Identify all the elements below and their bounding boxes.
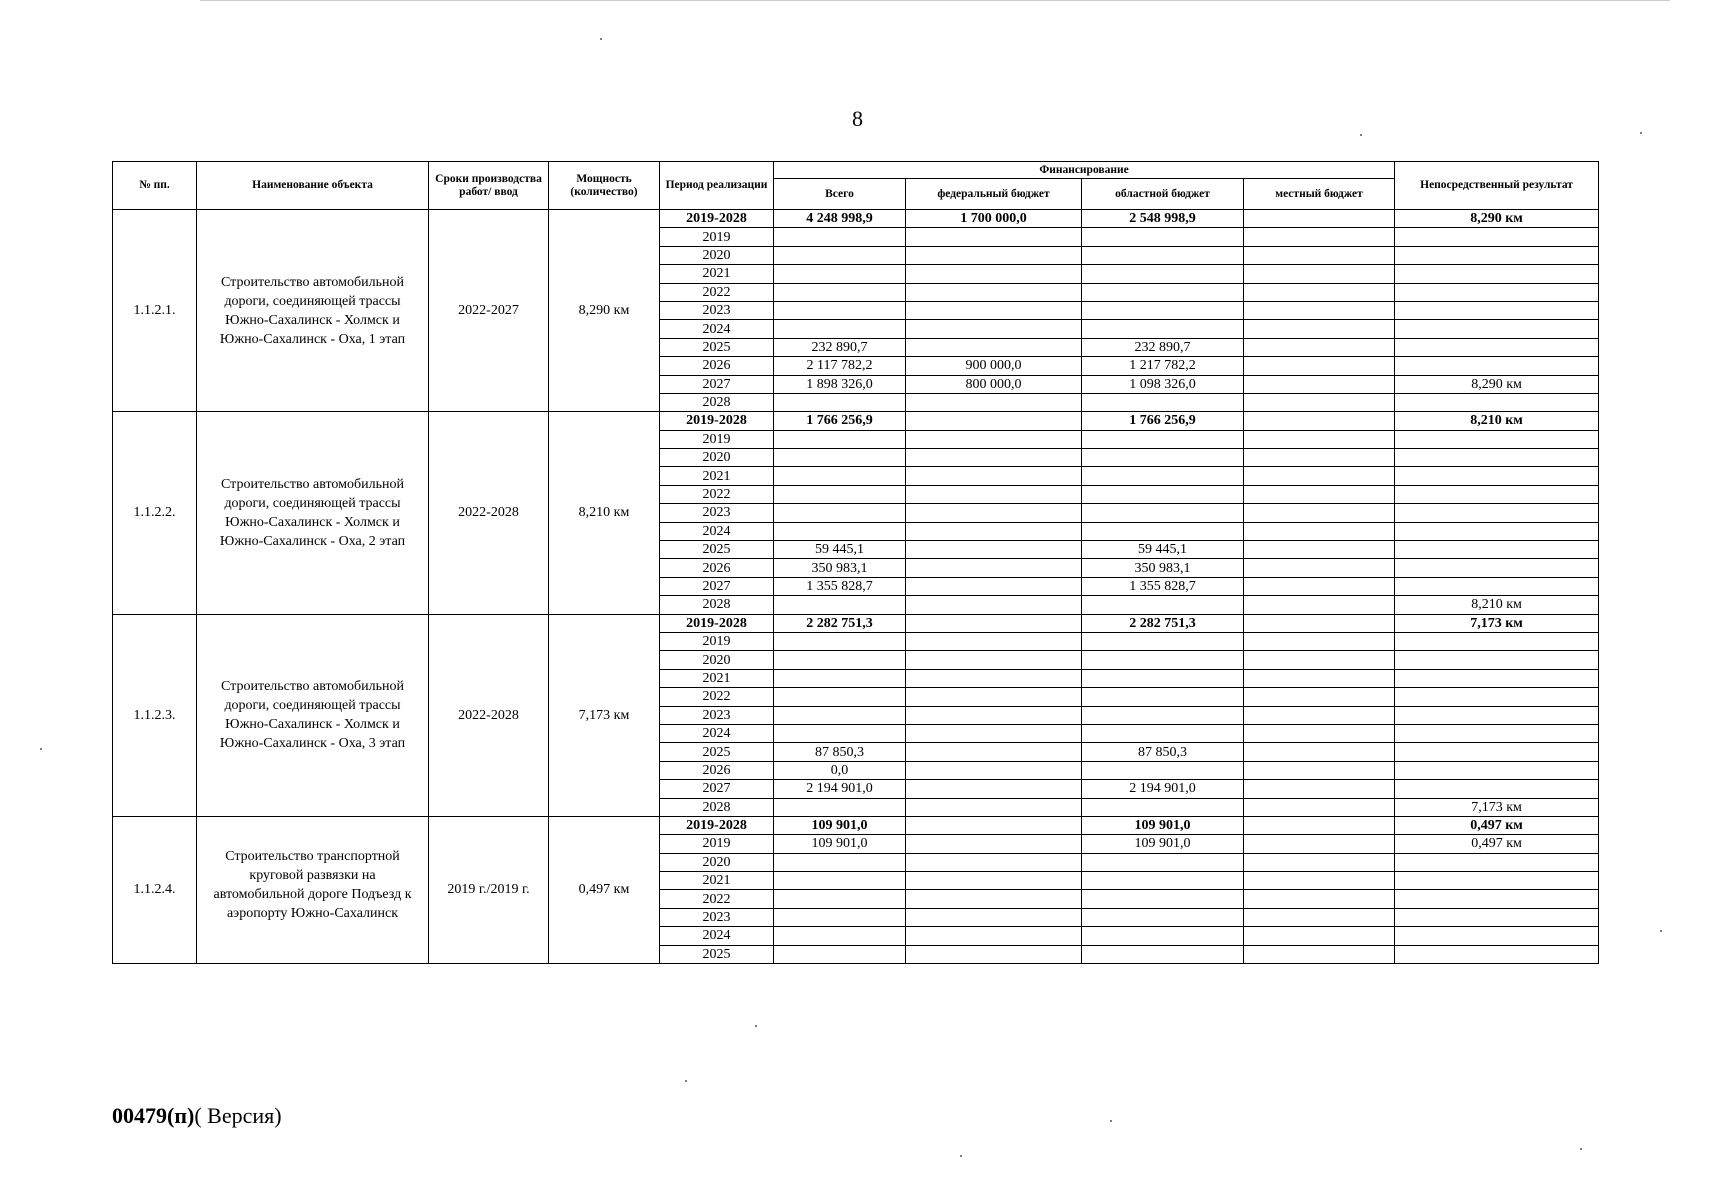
scan-speck (600, 38, 602, 40)
period: 2027 (660, 780, 774, 798)
amount-local (1244, 467, 1395, 485)
result-value (1395, 853, 1599, 871)
period: 2024 (660, 927, 774, 945)
period: 2019-2028 (660, 210, 774, 228)
scan-speck (685, 1080, 687, 1082)
object-name: Строительство автомобильной дороги, соединяющей трассы Южно-Сахалинск - Холмск и Южно-Сахалинск - Оха, 3 этап (197, 614, 429, 816)
result-value (1395, 522, 1599, 540)
object-capacity: 0,497 км (549, 816, 660, 963)
header-regional: областной бюджет (1082, 179, 1244, 210)
amount-total (774, 927, 906, 945)
amount-total (774, 320, 906, 338)
header-num: № пп. (113, 162, 197, 210)
amount-federal (906, 283, 1082, 301)
amount-regional (1082, 688, 1244, 706)
document-version: ( Версия) (194, 1103, 282, 1128)
amount-local (1244, 780, 1395, 798)
amount-total (774, 688, 906, 706)
period: 2021 (660, 467, 774, 485)
result-value (1395, 559, 1599, 577)
result-value (1395, 283, 1599, 301)
result-value (1395, 577, 1599, 595)
period: 2021 (660, 265, 774, 283)
result-value: 7,173 км (1395, 614, 1599, 632)
amount-total (774, 265, 906, 283)
amount-regional (1082, 706, 1244, 724)
scan-speck (960, 1155, 962, 1157)
period: 2022 (660, 890, 774, 908)
amount-local (1244, 522, 1395, 540)
object-terms: 2022-2028 (429, 614, 549, 816)
header-total: Всего (774, 179, 906, 210)
amount-total: 2 194 901,0 (774, 780, 906, 798)
result-value (1395, 872, 1599, 890)
amount-federal (906, 301, 1082, 319)
result-value (1395, 541, 1599, 559)
result-value (1395, 890, 1599, 908)
object-terms: 2022-2028 (429, 412, 549, 614)
header-name: Наименование объекта (197, 162, 429, 210)
amount-federal (906, 816, 1082, 834)
amount-total (774, 246, 906, 264)
amount-local (1244, 632, 1395, 650)
amount-total (774, 485, 906, 503)
header-period: Период реализации (660, 162, 774, 210)
amount-regional (1082, 320, 1244, 338)
amount-local (1244, 835, 1395, 853)
amount-federal (906, 412, 1082, 430)
amount-federal (906, 632, 1082, 650)
result-value (1395, 632, 1599, 650)
period: 2028 (660, 596, 774, 614)
result-value (1395, 724, 1599, 742)
amount-regional (1082, 522, 1244, 540)
amount-federal (906, 761, 1082, 779)
result-value (1395, 246, 1599, 264)
document-code (112, 1103, 282, 1129)
amount-federal (906, 430, 1082, 448)
amount-total (774, 430, 906, 448)
amount-federal (906, 743, 1082, 761)
amount-federal (906, 798, 1082, 816)
amount-local (1244, 945, 1395, 963)
object-name: Строительство автомобильной дороги, соединяющей трассы Южно-Сахалинск - Холмск и Южно-Сахалинск - Оха, 2 этап (197, 412, 429, 614)
period: 2022 (660, 688, 774, 706)
amount-local (1244, 596, 1395, 614)
result-value (1395, 430, 1599, 448)
period: 2019-2028 (660, 614, 774, 632)
result-value (1395, 780, 1599, 798)
amount-local (1244, 246, 1395, 264)
table-row (113, 816, 1599, 834)
amount-total: 4 248 998,9 (774, 210, 906, 228)
period: 2022 (660, 283, 774, 301)
amount-local (1244, 927, 1395, 945)
scan-speck (1640, 132, 1642, 134)
scan-speck (40, 748, 42, 750)
amount-federal (906, 449, 1082, 467)
amount-total (774, 908, 906, 926)
amount-regional (1082, 890, 1244, 908)
header-federal: федеральный бюджет (906, 179, 1082, 210)
period: 2021 (660, 872, 774, 890)
amount-local (1244, 798, 1395, 816)
object-number: 1.1.2.1. (113, 210, 197, 412)
period: 2025 (660, 945, 774, 963)
amount-local (1244, 228, 1395, 246)
amount-regional: 1 098 326,0 (1082, 375, 1244, 393)
period: 2024 (660, 724, 774, 742)
period: 2025 (660, 338, 774, 356)
amount-regional: 87 850,3 (1082, 743, 1244, 761)
amount-regional (1082, 761, 1244, 779)
amount-total: 1 355 828,7 (774, 577, 906, 595)
amount-federal (906, 541, 1082, 559)
period: 2019-2028 (660, 816, 774, 834)
object-capacity: 7,173 км (549, 614, 660, 816)
period: 2023 (660, 706, 774, 724)
amount-federal (906, 246, 1082, 264)
amount-federal (906, 504, 1082, 522)
result-value (1395, 688, 1599, 706)
scan-speck (1660, 930, 1662, 932)
amount-total (774, 853, 906, 871)
result-value (1395, 504, 1599, 522)
amount-regional (1082, 853, 1244, 871)
period: 2025 (660, 743, 774, 761)
table-body (113, 210, 1599, 964)
period: 2024 (660, 320, 774, 338)
amount-federal (906, 927, 1082, 945)
object-terms: 2022-2027 (429, 210, 549, 412)
amount-regional (1082, 945, 1244, 963)
amount-local (1244, 559, 1395, 577)
amount-local (1244, 412, 1395, 430)
amount-local (1244, 614, 1395, 632)
amount-regional: 1 217 782,2 (1082, 357, 1244, 375)
amount-regional: 1 355 828,7 (1082, 577, 1244, 595)
result-value (1395, 945, 1599, 963)
object-number: 1.1.2.3. (113, 614, 197, 816)
page-number: 8 (852, 106, 863, 131)
amount-federal (906, 688, 1082, 706)
amount-local (1244, 320, 1395, 338)
amount-regional (1082, 485, 1244, 503)
amount-federal (906, 467, 1082, 485)
amount-total (774, 798, 906, 816)
amount-federal: 1 700 000,0 (906, 210, 1082, 228)
amount-total (774, 706, 906, 724)
result-value: 8,290 км (1395, 375, 1599, 393)
result-value (1395, 467, 1599, 485)
header-capacity: Мощность (количество) (549, 162, 660, 210)
period: 2021 (660, 669, 774, 687)
amount-local (1244, 688, 1395, 706)
amount-total: 350 983,1 (774, 559, 906, 577)
period: 2020 (660, 449, 774, 467)
amount-total (774, 522, 906, 540)
amount-regional (1082, 246, 1244, 264)
period: 2019 (660, 228, 774, 246)
amount-local (1244, 669, 1395, 687)
header-local: местный бюджет (1244, 179, 1395, 210)
period: 2019 (660, 835, 774, 853)
amount-federal (906, 890, 1082, 908)
result-value (1395, 320, 1599, 338)
amount-federal (906, 228, 1082, 246)
amount-regional: 2 548 998,9 (1082, 210, 1244, 228)
amount-local (1244, 872, 1395, 890)
amount-total: 1 766 256,9 (774, 412, 906, 430)
amount-total (774, 724, 906, 742)
scan-top-edge (200, 0, 1670, 1)
result-value (1395, 651, 1599, 669)
amount-local (1244, 743, 1395, 761)
period: 2020 (660, 651, 774, 669)
amount-federal (906, 393, 1082, 411)
result-value: 8,290 км (1395, 210, 1599, 228)
amount-local (1244, 651, 1395, 669)
amount-federal (906, 706, 1082, 724)
object-number: 1.1.2.4. (113, 816, 197, 963)
amount-total (774, 596, 906, 614)
period: 2027 (660, 577, 774, 595)
result-value: 8,210 км (1395, 412, 1599, 430)
amount-total (774, 504, 906, 522)
period: 2023 (660, 908, 774, 926)
amount-regional (1082, 632, 1244, 650)
object-capacity: 8,210 км (549, 412, 660, 614)
table-row (113, 412, 1599, 430)
amount-local (1244, 908, 1395, 926)
amount-local (1244, 430, 1395, 448)
amount-regional: 2 282 751,3 (1082, 614, 1244, 632)
document-code-number: 00479(п) (112, 1103, 195, 1128)
period: 2027 (660, 375, 774, 393)
table-row (113, 210, 1599, 228)
period: 2026 (660, 761, 774, 779)
amount-federal (906, 559, 1082, 577)
result-value (1395, 449, 1599, 467)
amount-federal (906, 265, 1082, 283)
amount-local (1244, 577, 1395, 595)
amount-federal (906, 872, 1082, 890)
header-financing: Финансирование (774, 162, 1395, 179)
amount-regional (1082, 724, 1244, 742)
result-value (1395, 743, 1599, 761)
period: 2026 (660, 559, 774, 577)
period: 2020 (660, 853, 774, 871)
amount-total (774, 872, 906, 890)
period: 2019-2028 (660, 412, 774, 430)
result-value: 8,210 км (1395, 596, 1599, 614)
amount-regional (1082, 872, 1244, 890)
amount-total (774, 449, 906, 467)
amount-federal (906, 780, 1082, 798)
amount-total: 59 445,1 (774, 541, 906, 559)
amount-regional (1082, 265, 1244, 283)
amount-total (774, 651, 906, 669)
amount-local (1244, 210, 1395, 228)
period: 2028 (660, 798, 774, 816)
period: 2022 (660, 485, 774, 503)
period: 2019 (660, 632, 774, 650)
amount-federal: 900 000,0 (906, 357, 1082, 375)
amount-regional (1082, 467, 1244, 485)
amount-federal (906, 724, 1082, 742)
amount-total (774, 283, 906, 301)
amount-federal (906, 485, 1082, 503)
amount-regional (1082, 927, 1244, 945)
amount-total: 232 890,7 (774, 338, 906, 356)
amount-total: 2 282 751,3 (774, 614, 906, 632)
amount-local (1244, 853, 1395, 871)
amount-local (1244, 357, 1395, 375)
scan-speck (1580, 1148, 1582, 1150)
result-value (1395, 927, 1599, 945)
amount-local (1244, 541, 1395, 559)
amount-regional (1082, 393, 1244, 411)
financing-table (112, 161, 1599, 964)
amount-total (774, 228, 906, 246)
period: 2023 (660, 301, 774, 319)
result-value (1395, 338, 1599, 356)
amount-local (1244, 338, 1395, 356)
amount-regional: 109 901,0 (1082, 835, 1244, 853)
amount-total (774, 890, 906, 908)
result-value (1395, 357, 1599, 375)
amount-regional (1082, 301, 1244, 319)
amount-federal (906, 651, 1082, 669)
amount-local (1244, 816, 1395, 834)
amount-regional (1082, 651, 1244, 669)
scan-speck (1360, 134, 1362, 136)
amount-regional: 2 194 901,0 (1082, 780, 1244, 798)
amount-federal (906, 835, 1082, 853)
object-capacity: 8,290 км (549, 210, 660, 412)
period: 2025 (660, 541, 774, 559)
result-value: 7,173 км (1395, 798, 1599, 816)
amount-total: 109 901,0 (774, 816, 906, 834)
amount-regional (1082, 449, 1244, 467)
scan-speck (1110, 1120, 1112, 1122)
amount-total: 109 901,0 (774, 835, 906, 853)
amount-regional (1082, 430, 1244, 448)
amount-local (1244, 449, 1395, 467)
result-value (1395, 393, 1599, 411)
amount-regional (1082, 596, 1244, 614)
amount-local (1244, 283, 1395, 301)
amount-total (774, 632, 906, 650)
amount-federal (906, 320, 1082, 338)
amount-regional: 1 766 256,9 (1082, 412, 1244, 430)
amount-local (1244, 706, 1395, 724)
period: 2020 (660, 246, 774, 264)
amount-regional: 232 890,7 (1082, 338, 1244, 356)
object-name: Строительство транспортной круговой развязки на автомобильной дороге Подъезд к аэропорту Южно-Сахалинск (197, 816, 429, 963)
amount-federal (906, 614, 1082, 632)
result-value (1395, 301, 1599, 319)
amount-federal (906, 338, 1082, 356)
amount-regional: 350 983,1 (1082, 559, 1244, 577)
result-value: 0,497 км (1395, 816, 1599, 834)
amount-regional (1082, 228, 1244, 246)
amount-local (1244, 504, 1395, 522)
amount-federal (906, 596, 1082, 614)
amount-regional: 109 901,0 (1082, 816, 1244, 834)
amount-federal (906, 908, 1082, 926)
result-value (1395, 228, 1599, 246)
amount-federal (906, 945, 1082, 963)
amount-regional (1082, 504, 1244, 522)
amount-total (774, 393, 906, 411)
result-value (1395, 669, 1599, 687)
scan-speck (755, 1025, 757, 1027)
amount-total (774, 467, 906, 485)
amount-regional (1082, 798, 1244, 816)
table-row (113, 614, 1599, 632)
period: 2023 (660, 504, 774, 522)
amount-local (1244, 724, 1395, 742)
amount-total: 0,0 (774, 761, 906, 779)
amount-local (1244, 393, 1395, 411)
amount-federal: 800 000,0 (906, 375, 1082, 393)
amount-federal (906, 669, 1082, 687)
amount-total (774, 945, 906, 963)
result-value (1395, 485, 1599, 503)
amount-regional (1082, 283, 1244, 301)
table-header (113, 162, 1599, 210)
amount-total: 2 117 782,2 (774, 357, 906, 375)
amount-total (774, 301, 906, 319)
amount-local (1244, 301, 1395, 319)
amount-total: 1 898 326,0 (774, 375, 906, 393)
amount-local (1244, 890, 1395, 908)
result-value (1395, 265, 1599, 283)
amount-local (1244, 485, 1395, 503)
header-result: Непосредственный результат (1395, 162, 1599, 210)
amount-local (1244, 375, 1395, 393)
object-number: 1.1.2.2. (113, 412, 197, 614)
amount-total: 87 850,3 (774, 743, 906, 761)
period: 2019 (660, 430, 774, 448)
header-terms: Сроки производства работ/ ввод (429, 162, 549, 210)
amount-federal (906, 577, 1082, 595)
amount-regional (1082, 908, 1244, 926)
period: 2028 (660, 393, 774, 411)
result-value (1395, 761, 1599, 779)
financing-table-wrapper (112, 161, 1598, 964)
result-value (1395, 706, 1599, 724)
amount-local (1244, 265, 1395, 283)
amount-regional: 59 445,1 (1082, 541, 1244, 559)
amount-federal (906, 853, 1082, 871)
amount-federal (906, 522, 1082, 540)
period: 2026 (660, 357, 774, 375)
amount-regional (1082, 669, 1244, 687)
amount-total (774, 669, 906, 687)
object-terms: 2019 г./2019 г. (429, 816, 549, 963)
result-value (1395, 908, 1599, 926)
result-value: 0,497 км (1395, 835, 1599, 853)
period: 2024 (660, 522, 774, 540)
object-name: Строительство автомобильной дороги, соединяющей трассы Южно-Сахалинск - Холмск и Южно-Сахалинск - Оха, 1 этап (197, 210, 429, 412)
amount-local (1244, 761, 1395, 779)
